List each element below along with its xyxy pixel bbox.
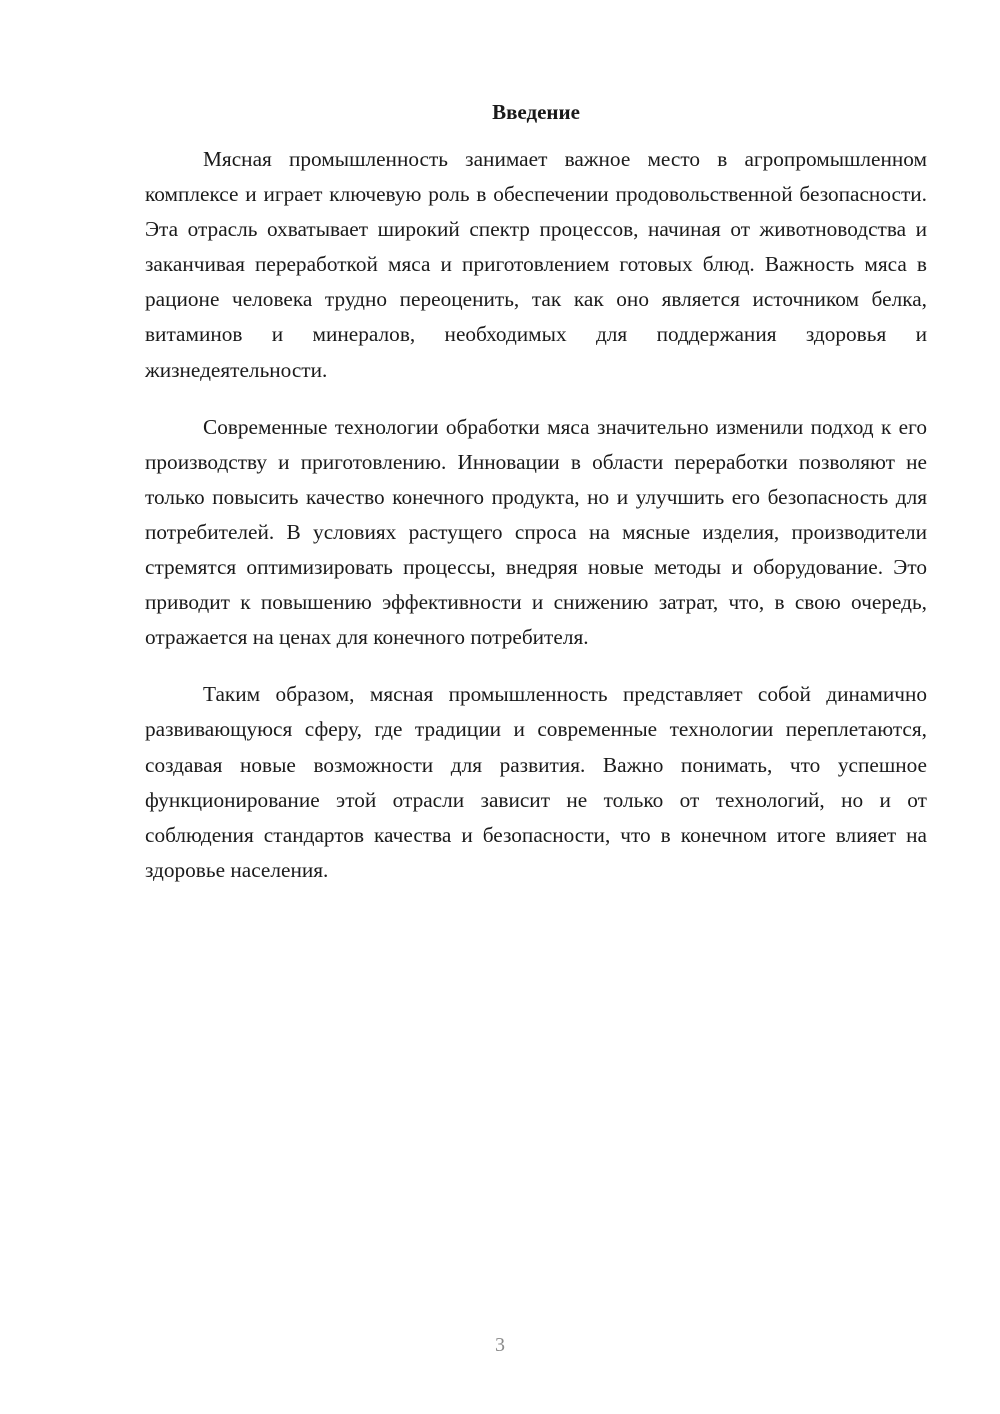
section-heading: Введение [492,100,580,124]
paragraph: Мясная промышленность занимает важное место в агропромышленном комплексе и играет ключевую роль в обеспечении продовольственной безопасности. Эта отрасль охватывает широкий спектр процессов, начиная от животноводства и заканчивая переработкой мяса и приготовлением готовых блюд. Важность мяса в рационе человека трудно переоценить, так как оно является источником белка, витаминов и минералов, необходимых для поддержания здоровья и жизнедеятельности. [145,147,927,382]
page-number: 3 [495,1334,505,1356]
paragraph: Таким образом, мясная промышленность представляет собой динамично развивающуюся сферу, где традиции и современные технологии переплетаются, создавая новые возможности для развития. Важно понимать, что успешное функционирование этой отрасли зависит не только от технологий, но и от соблюдения стандартов качества и безопасности, что в конечном итоге влияет на здоровье населения. [145,682,927,882]
paragraph: Современные технологии обработки мяса значительно изменили подход к его производству и приготовлению. Инновации в области переработки позволяют не только повысить качество конечного продукта, но и улучшить его безопасность для потребителей. В условиях растущего спроса на мясные изделия, производители стремятся оптимизировать процессы, внедряя новые методы и оборудование. Это приводит к повышению эффективности и снижению затрат, что, в свою очередь, отражается на ценах для конечного потребителя. [145,414,927,650]
body-text [145,142,927,910]
